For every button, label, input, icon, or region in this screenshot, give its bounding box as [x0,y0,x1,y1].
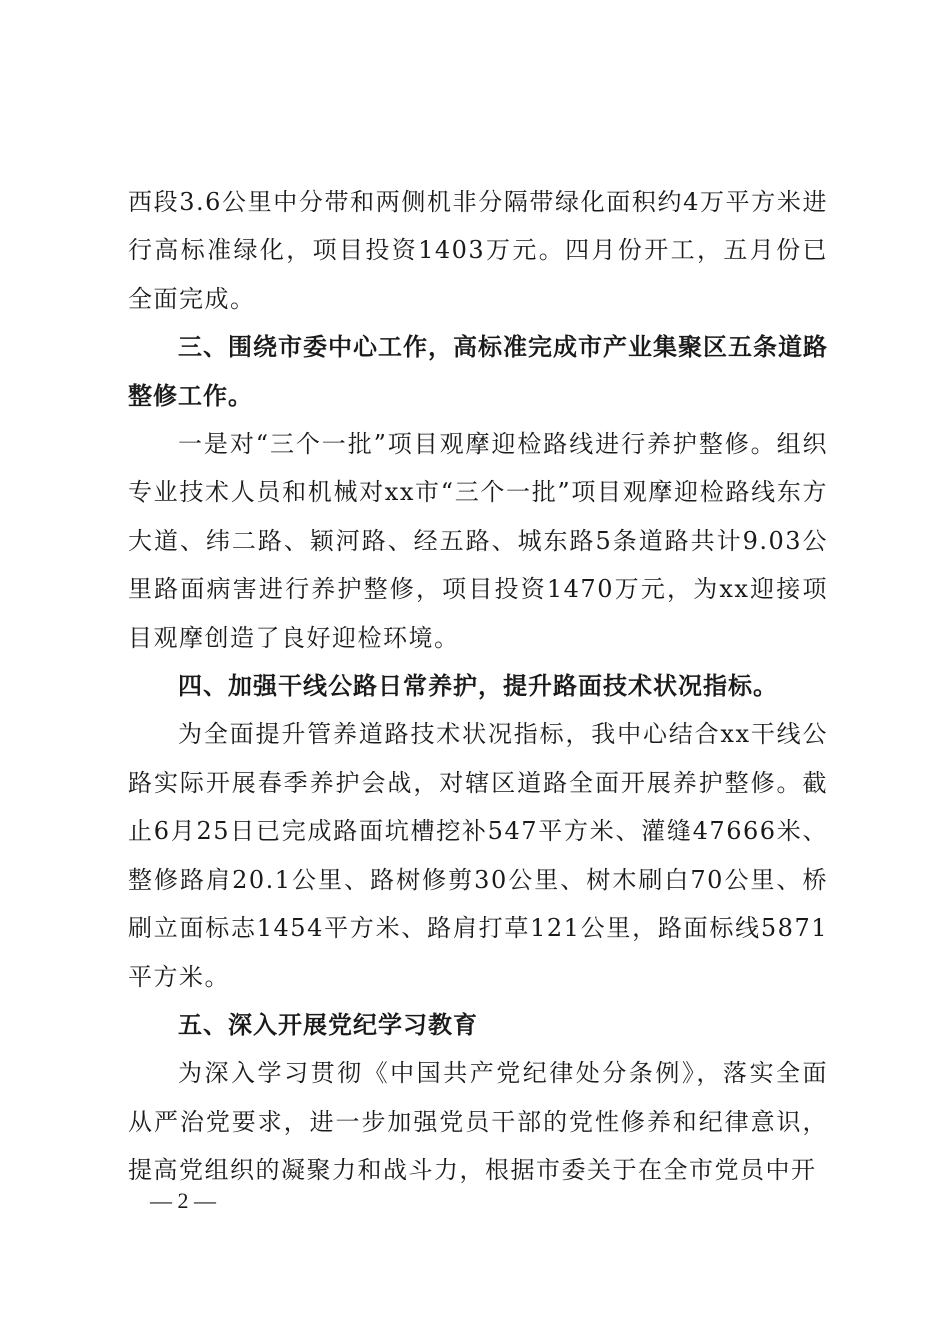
section-heading-four: 四、加强干线公路日常养护，提升路面技术状况指标。 [178,672,778,701]
paragraph-spring-maintenance: 为全面提升管养道路技术状况指标，我中心结合xx干线公路实际开展春季养护会战，对辖区道路全面开展养护整修。截止6月25日已完成路面坑槽挖补547平方米、灌缝47666米、整修路肩20.1公里、路树修剪30公里、树木刷白70公里、桥刷立面标志1454平方米、路肩打草121公里，路面标线5871平方米。 [128,720,828,991]
section-heading-five: 五、深入开展党纪学习教育 [178,1010,478,1039]
paragraph-road-maintenance: 一是对“三个一批”项目观摩迎检路线进行养护整修。组织专业技术人员和机械对xx市“三个一批”项目观摩迎检路线东方大道、纬二路、颖河路、经五路、城东路5条道路共计9.03公里路面病害进行养护整修，项目投资1470万元，为xx迎接项目观摩创造了良好迎检环境。 [128,430,828,652]
page-number: — 2 — [150,1188,216,1213]
document-body [128,178,828,1195]
paragraph-party-education: 为深入学习贯彻《中国共产党纪律处分条例》，落实全面从严治党要求，进一步加强党员干部的党性修养和纪律意识，提高党组织的凝聚力和战斗力，根据市委关于在全市党员中开 [128,1059,828,1185]
paragraph-greening-project: 西段3.6公里中分带和两侧机非分隔带绿化面积约4万平方米进行高标准绿化，项目投资1403万元。四月份开工，五月份已全面完成。 [128,188,828,313]
section-heading-three: 三、围绕市委中心工作，高标准完成市产业集聚区五条道路整修工作。 [128,333,828,410]
